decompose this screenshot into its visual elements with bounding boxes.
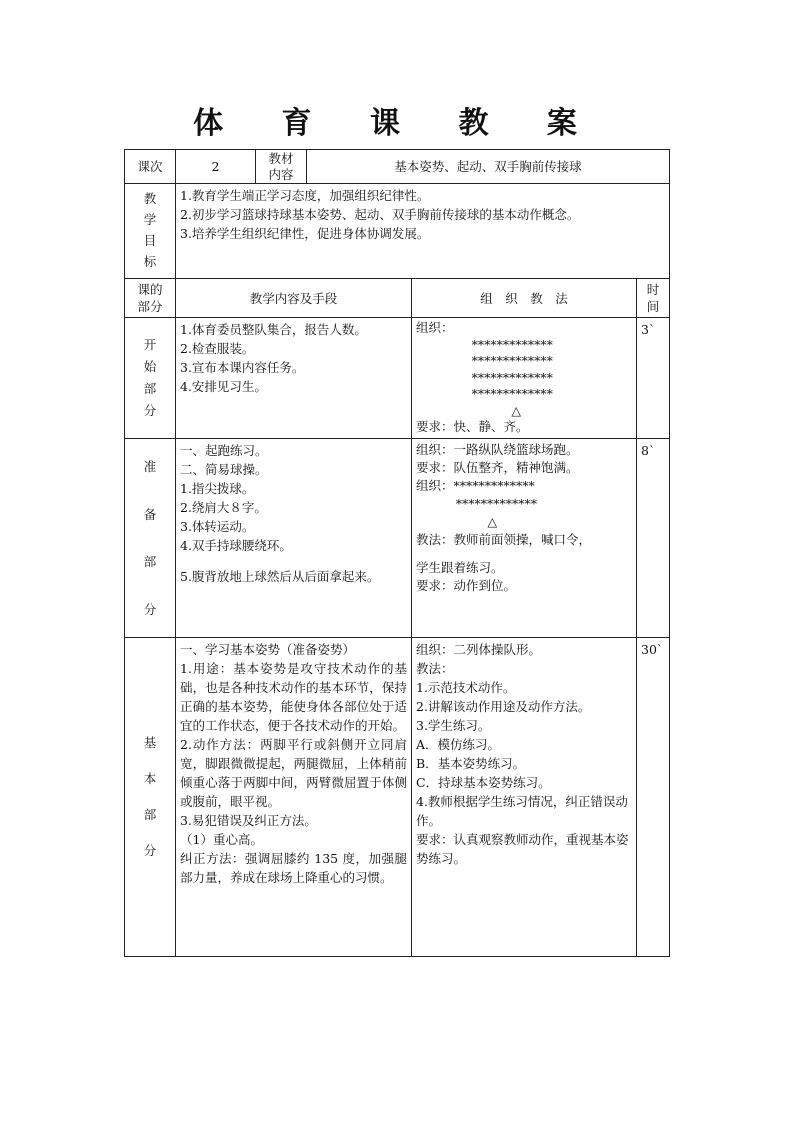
formation-row: ************* xyxy=(416,386,553,401)
teacher-triangle-icon: △ xyxy=(416,402,521,418)
section-time-prep: 8` xyxy=(636,438,670,638)
goal-line: 2.初步学习篮球持球基本姿势、起动、双手胸前传接球的基本动作概念。 xyxy=(180,207,580,222)
goal-line: 1.教育学生端正学习态度，加强组织纪律性。 xyxy=(180,188,430,203)
goals-label: 教 学 目 标 xyxy=(124,183,176,279)
section-content-main: 一、学习基本姿势（准备姿势） 1.用途：基本姿势是攻守技术动作的基础，也是各种技术动作的基本环节，保持正确的基本姿势，能使身体各部位处于适宜的工作状态，便于各技术动作的开始。 2.动作方法：两脚平行或斜侧开立同肩宽，脚跟微微提起，两腿微屈，上体稍前倾重心落于两脚中间，两臂微屈置于体侧或腹前，眼平视。 3.易犯错误及纠正方法。 （1）重心高。 纠正方法：强调屈膝约 135 度，加强腿部力量，养成在球场上降重心的习惯。 xyxy=(175,637,412,957)
page-title: 体 育 课 教 案 xyxy=(193,106,601,141)
section-content-start: 1.体育委员整队集合，报告人数。 2.检查服装。 3.宣布本课内容任务。 4.安排见习生。 xyxy=(175,317,412,439)
section-content-prep: 一、起跑练习。 二、简易球操。 1.指尖拨球。 2.绕肩大８字。 3.体转运动。 4.双手持球腰绕环。 5.腹背放地上球然后从后面拿起来。 xyxy=(175,438,412,638)
content-value: 基本姿势、起动、双手胸前传接球 xyxy=(306,149,670,184)
lesson-plan-table xyxy=(124,149,670,957)
formation-row: ************* xyxy=(416,336,553,352)
formation-row: ************* xyxy=(416,369,553,385)
col-header-time: 时 间 xyxy=(636,278,670,318)
section-method-prep: 组织：一路纵队绕篮球场跑。 要求：队伍整齐，精神饱满。 组织：************* ************* △ 教法：教师前面领操，喊口令， 学生跟着练习。 要求：动作到位。 xyxy=(411,438,637,638)
section-label-start: 开 始 部 分 xyxy=(124,317,176,439)
teacher-triangle-icon: △ xyxy=(416,514,498,529)
section-time-start: 3` xyxy=(636,317,670,439)
section-method-start: 组织： ************* ************* ************* ************* △ 要求：快、静、齐。 xyxy=(411,317,637,439)
content-label: 教材 内容 xyxy=(255,149,307,184)
formation-row: ************* xyxy=(416,353,553,368)
goal-line: 3.培养学生组织纪律性，促进身体协调发展。 xyxy=(180,226,430,241)
col-header-content: 教学内容及手段 xyxy=(175,278,412,318)
col-header-method: 组 织 教 法 xyxy=(411,278,637,318)
section-label-main: 基 本 部 分 xyxy=(124,637,176,957)
lesson-number-value: 2 xyxy=(175,149,256,184)
section-method-main: 组织：二列体操队形。 教法： 1.示范技术动作。 2.讲解该动作用途及动作方法。 3.学生练习。 A．模仿练习。 B．基本姿势练习。 C．持球基本姿势练习。 4.教师根据学生练习情况，纠正错误动作。 要求：认真观察教师动作，重视基本姿势练习。 xyxy=(411,637,637,957)
lesson-number-label: 课次 xyxy=(124,149,176,184)
section-time-main: 30` xyxy=(636,637,670,957)
col-header-part: 课的 部分 xyxy=(124,278,176,318)
section-label-prep: 准 备 部 分 xyxy=(124,438,176,638)
goals-content xyxy=(175,183,670,279)
